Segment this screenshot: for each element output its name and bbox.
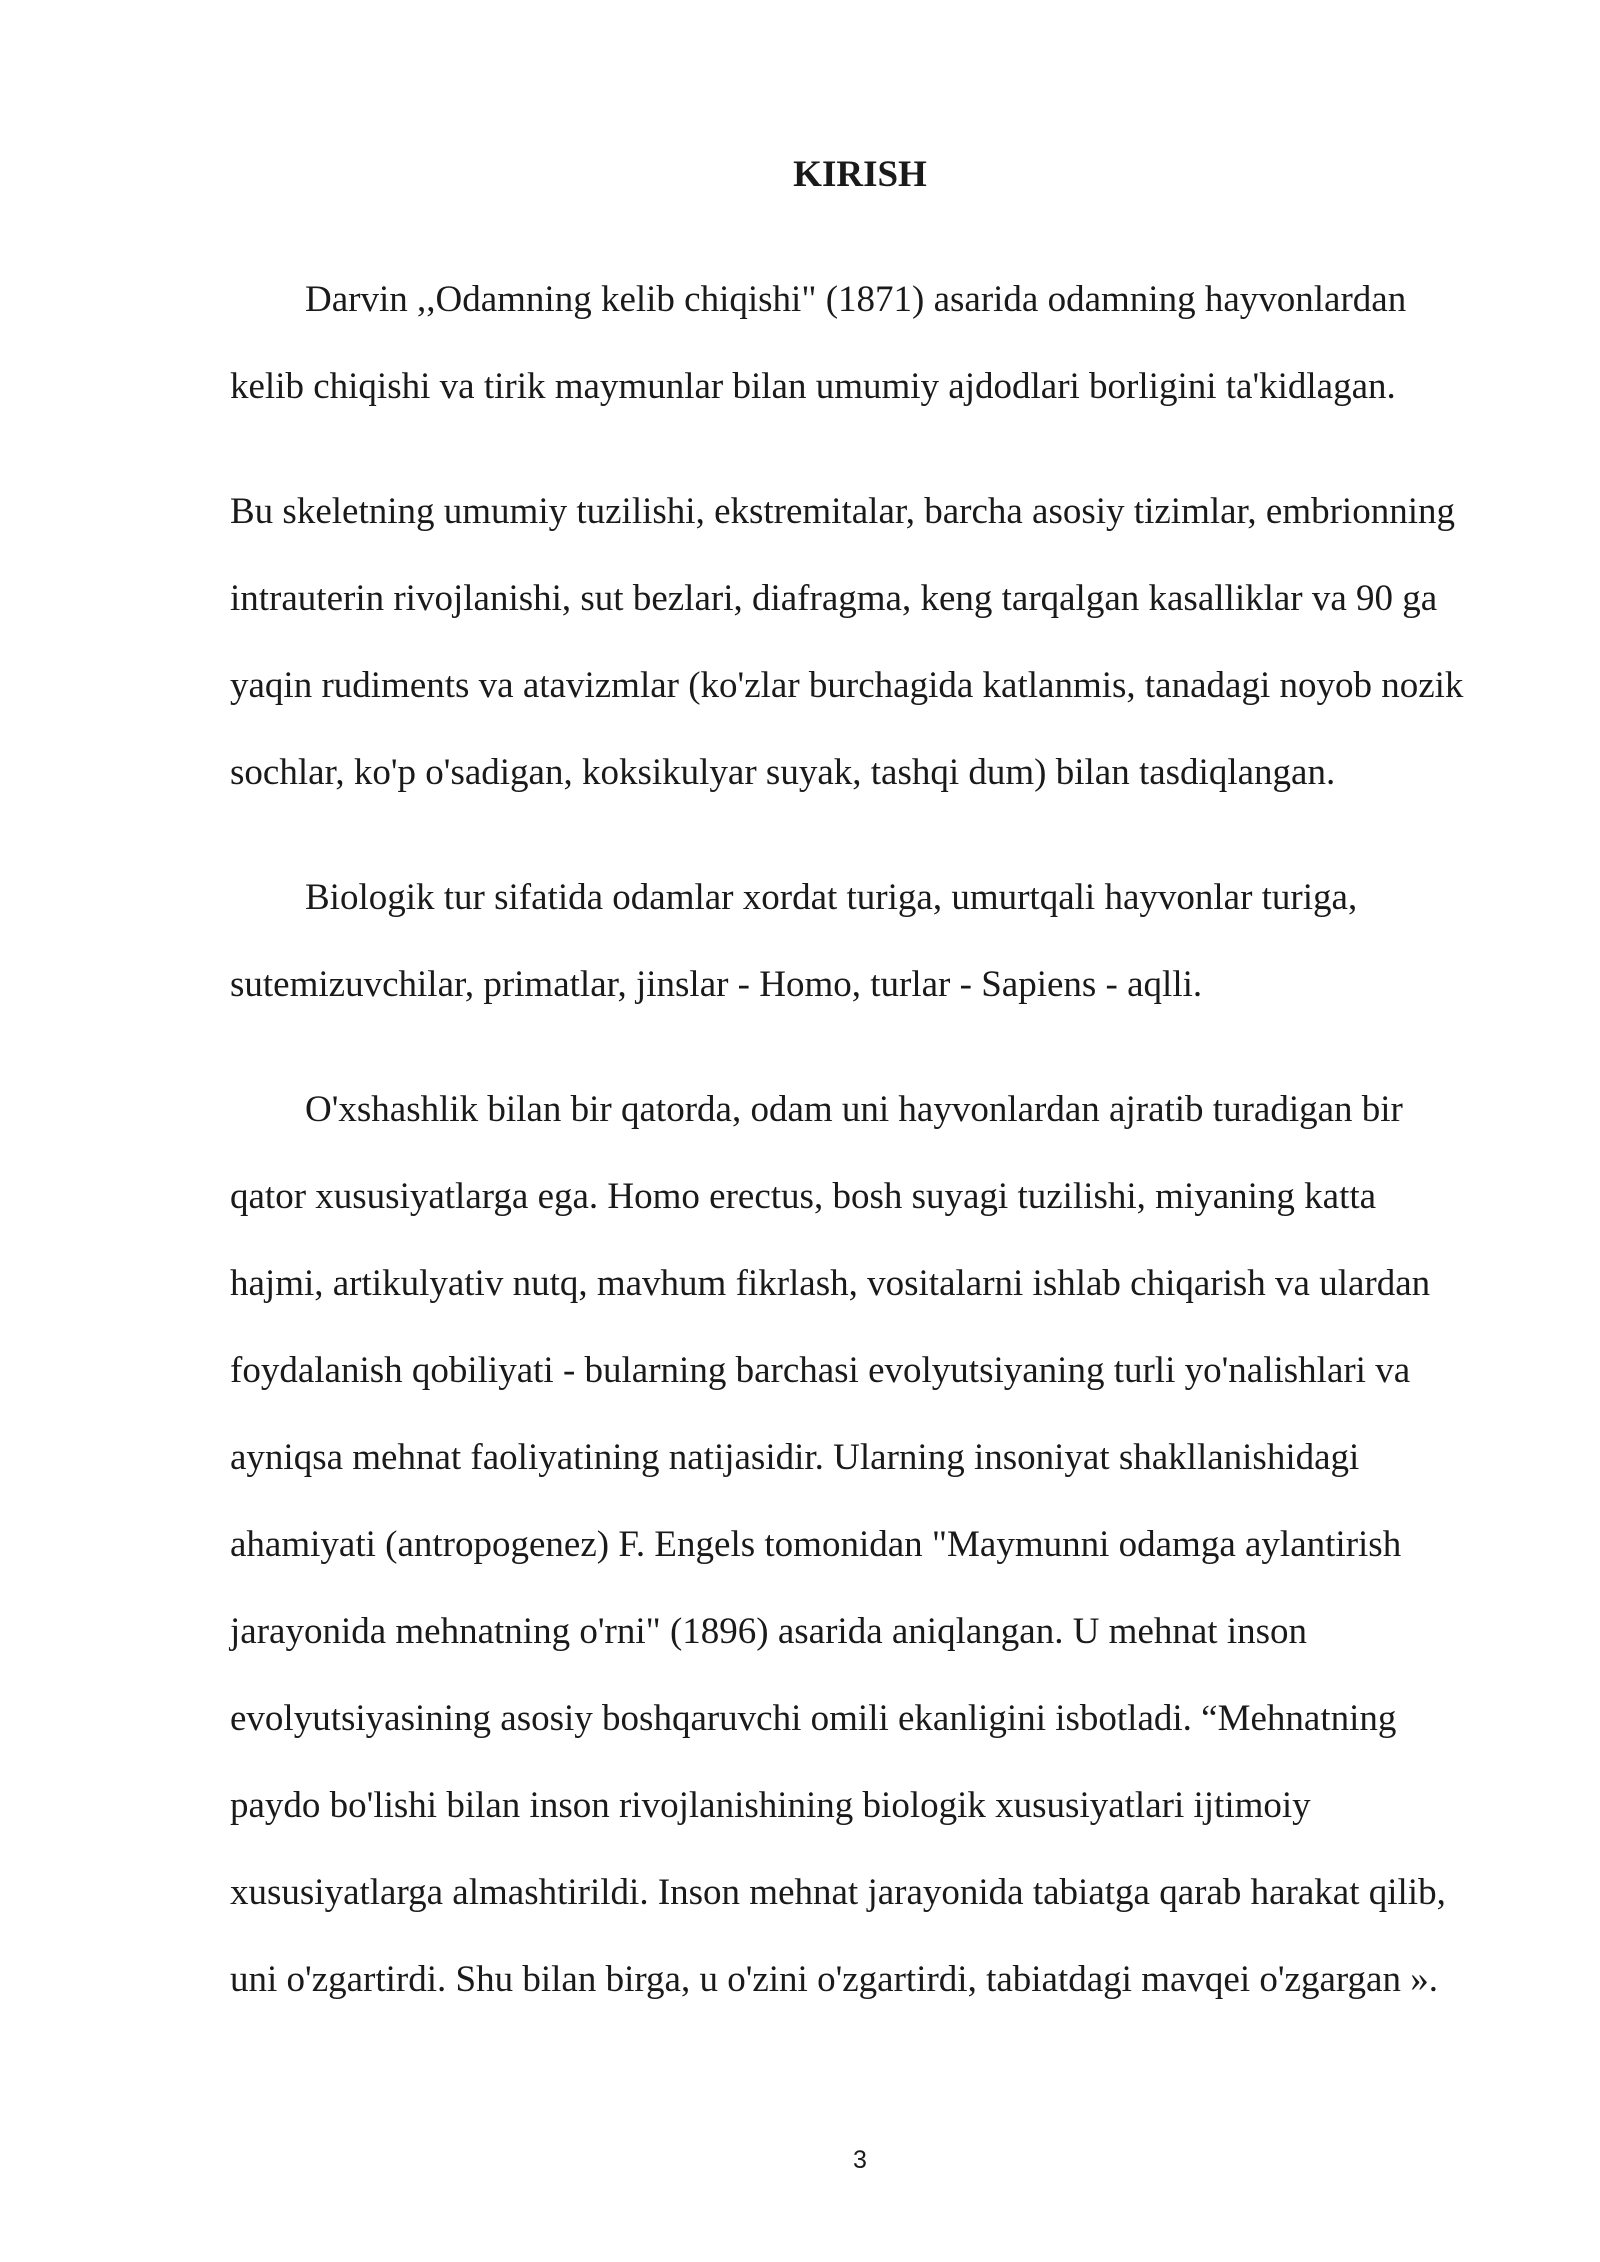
paragraph-2-line-3: yaqin rudiments va atavizmlar (ko'zlar burchagida katlanmis, tanadagi noyob nozik: [230, 665, 1464, 706]
paragraph-3-line-1: Biologik tur sifatida odamlar xordat turiga, umurtqali hayvonlar turiga,: [305, 877, 1358, 918]
paragraph-4-line-4: foydalanish qobiliyati - bularning barchasi evolyutsiyaning turli yo'nalishlari va: [230, 1350, 1411, 1391]
paragraph-4-line-5: ayniqsa mehnat faoliyatining natijasidir. Ularning insoniyat shakllanishidagi: [230, 1437, 1360, 1478]
paragraph-4-line-7: jarayonida mehnatning o'rni" (1896) asarida aniqlangan. U mehnat inson: [230, 1611, 1307, 1652]
page-number: 3: [853, 2146, 867, 2174]
paragraph-1-line-1: Darvin ,,Odamning kelib chiqishi" (1871) asarida odamning hayvonlardan: [305, 279, 1407, 320]
paragraph-2-line-4: sochlar, ko'p o'sadigan, koksikulyar suyak, tashqi dum) bilan tasdiqlangan.: [230, 752, 1336, 793]
paragraph-4-line-1: O'xshashlik bilan bir qatorda, odam uni hayvonlardan ajratib turadigan bir: [305, 1089, 1403, 1130]
paragraph-4-line-8: evolyutsiyasining asosiy boshqaruvchi omili ekanligini isbotladi. “Mehnatning: [230, 1698, 1397, 1739]
paragraph-1-line-2: kelib chiqishi va tirik maymunlar bilan umumiy ajdodlari borligini ta'kidlagan.: [230, 366, 1396, 407]
paragraph-4-line-10: xususiyatlarga almashtirildi. Inson mehnat jarayonida tabiatga qarab harakat qilib,: [230, 1872, 1446, 1913]
paragraph-3-line-2: sutemizuvchilar, primatlar, jinslar - Homo, turlar - Sapiens - aqlli.: [230, 964, 1203, 1005]
paragraph-4-line-9: paydo bo'lishi bilan inson rivojlanishining biologik xususiyatlari ijtimoiy: [230, 1785, 1311, 1826]
page-title: KIRISH: [793, 154, 927, 195]
paragraph-2-line-1: Bu skeletning umumiy tuzilishi, ekstremitalar, barcha asosiy tizimlar, embrionning: [230, 491, 1455, 532]
paragraph-4-line-2: qator xususiyatlarga ega. Homo erectus, bosh suyagi tuzilishi, miyaning katta: [230, 1176, 1377, 1217]
paragraph-4-line-3: hajmi, artikulyativ nutq, mavhum fikrlash, vositalarni ishlab chiqarish va ulardan: [230, 1263, 1431, 1304]
paragraph-4-line-6: ahamiyati (antropogenez) F. Engels tomonidan "Maymunni odamga aylantirish: [230, 1524, 1402, 1565]
paragraph-4-line-11: uni o'zgartirdi. Shu bilan birga, u o'zini o'zgartirdi, tabiatdagi mavqei o'zgargan ».: [230, 1959, 1438, 2000]
paragraph-2-line-2: intrauterin rivojlanishi, sut bezlari, diafragma, keng tarqalgan kasalliklar va 90 ga: [230, 578, 1438, 619]
